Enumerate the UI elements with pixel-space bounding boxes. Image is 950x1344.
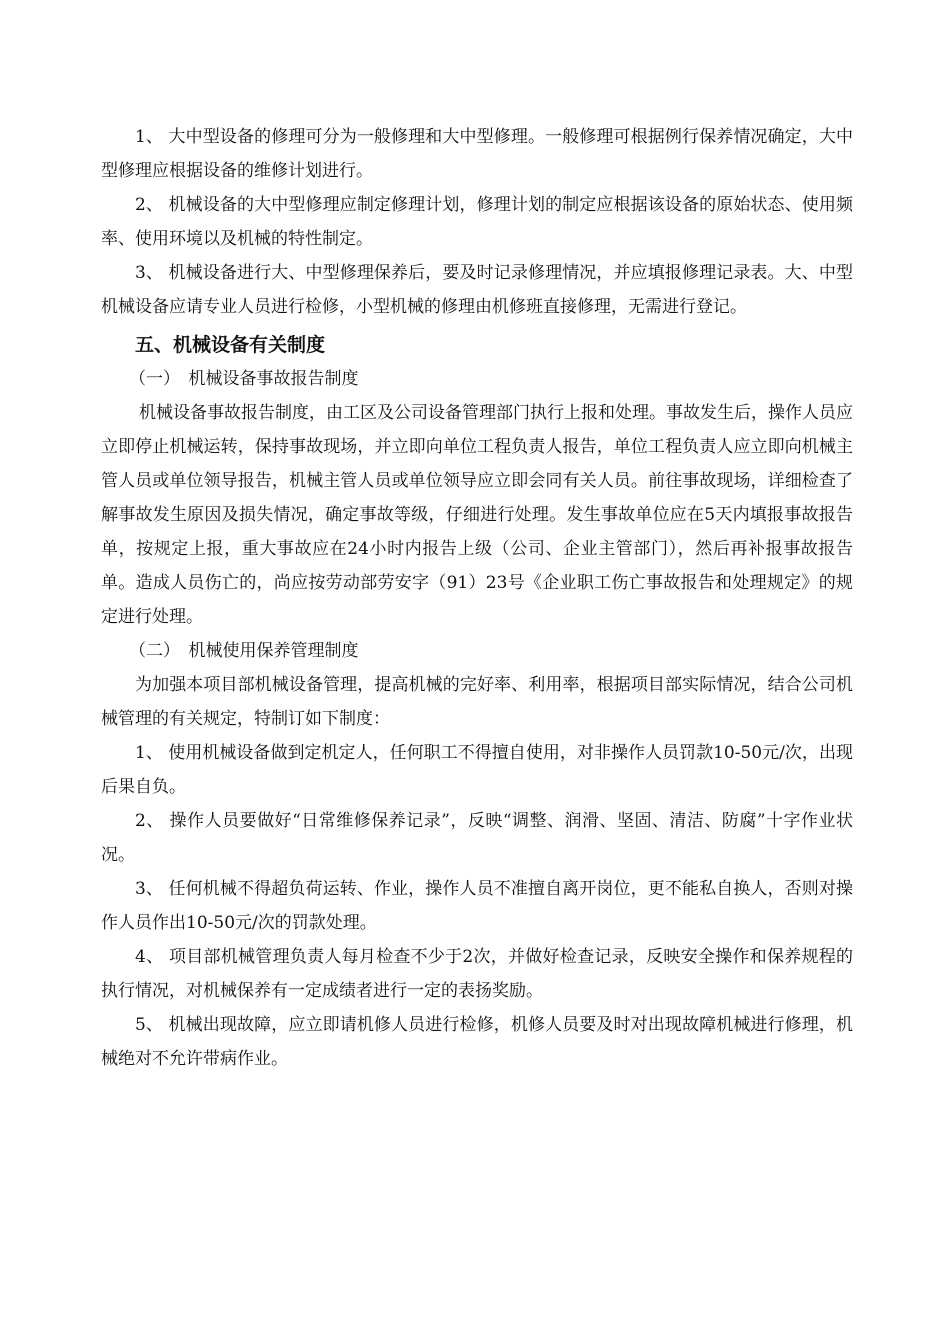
rule-item-4: 4、 项目部机械管理负责人每月检查不少于2次，并做好检查记录，反映安全操作和保养规程的执行情况，对机械保养有一定成绩者进行一定的表扬奖励。 (101, 947, 853, 1001)
section-heading: 五、机械设备有关制度 (135, 334, 326, 356)
repair-item-2: 2、 机械设备的大中型修理应制定修理计划，修理计划的制定应根据该设备的原始状态、使用频率、使用环境以及机械的特性制定。 (101, 195, 853, 249)
repair-item-3: 3、 机械设备进行大、中型修理保养后，要及时记录修理情况，并应填报修理记录表。大、中型机械设备应请专业人员进行检修，小型机械的修理由机修班直接修理，无需进行登记。 (101, 263, 853, 317)
document-body (101, 120, 853, 1076)
rule-item-2: 2、 操作人员要做好“日常维修保养记录”，反映“调整、润滑、坚固、清洁、防腐”十字作业状况。 (101, 811, 853, 865)
maintenance-intro: 为加强本项目部机械设备管理，提高机械的完好率、利用率，根据项目部实际情况，结合公司机械管理的有关规定，特制订如下制度： (101, 675, 853, 729)
subsection-heading-maintenance: （二） 机械使用保养管理制度 (129, 641, 359, 661)
rule-item-5: 5、 机械出现故障，应立即请机修人员进行检修，机修人员要及时对出现故障机械进行修理，机械绝对不允许带病作业。 (101, 1015, 853, 1069)
rule-item-3: 3、 任何机械不得超负荷运转、作业，操作人员不准擅自离开岗位，更不能私自换人，否则对操作人员作出10-50元/次的罚款处理。 (101, 879, 853, 933)
repair-item-1: 1、 大中型设备的修理可分为一般修理和大中型修理。一般修理可根据例行保养情况确定，大中型修理应根据设备的维修计划进行。 (101, 127, 853, 181)
accident-report-body: 机械设备事故报告制度，由工区及公司设备管理部门执行上报和处理。事故发生后，操作人员应立即停止机械运转，保持事故现场，并立即向单位工程负责人报告，单位工程负责人应立即向机械主管人员或单位领导报告，机械主管人员或单位领导应立即会同有关人员。前往事故现场，详细检查了解事故发生原因及损失情况，确定事故等级，仔细进行处理。发生事故单位应在5天内填报事故报告单，按规定上报，重大事故应在24小时内报告上级（公司、企业主管部门），然后再补报事故报告单。造成人员伤亡的，尚应按劳动部劳安字（91）23号《企业职工伤亡事故报告和处理规定》的规定进行处理。 (101, 403, 853, 627)
subsection-heading-accident-report: （一） 机械设备事故报告制度 (129, 369, 359, 389)
rule-item-1: 1、 使用机械设备做到定机定人，任何职工不得擅自使用，对非操作人员罚款10-50元/次，出现后果自负。 (101, 743, 853, 797)
